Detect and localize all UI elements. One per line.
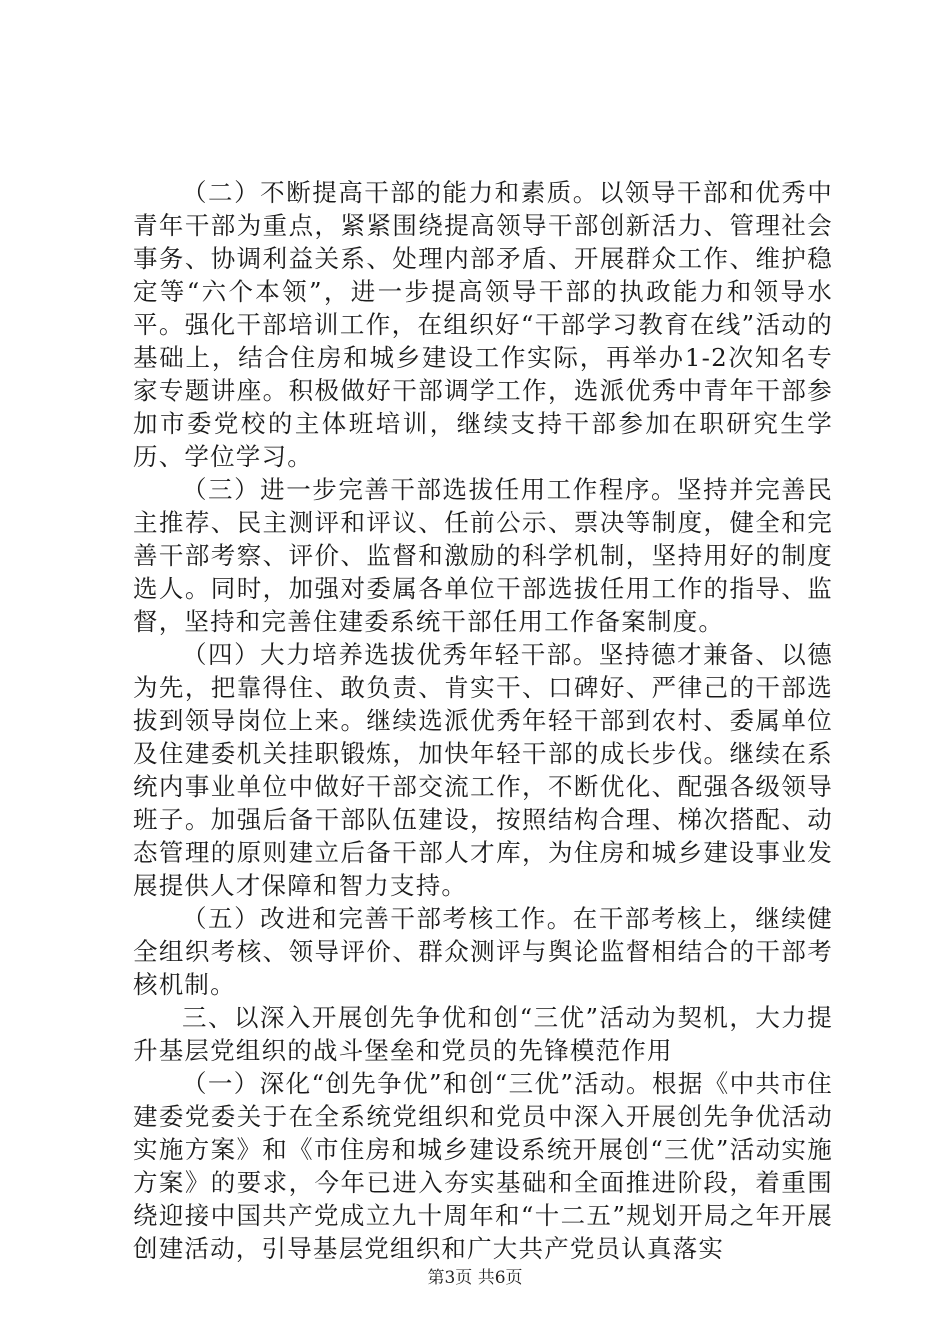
paragraph-cadre-selection: （三）进一步完善干部选拔任用工作程序。坚持并完善民主推荐、民主测评和评议、任前公示、票决等制度，健全和完善干部考察、评价、监督和激励的科学机制，坚持用好的制度选人。同时，加强对委属各单位干部选拔任用工作的指导、监督，坚持和完善住建委系统干部任用工作备案制度。 — [133, 475, 833, 636]
page-footer: 第3页 共6页 — [427, 1268, 523, 1288]
paragraph-cadre-ability: （二）不断提高干部的能力和素质。以领导干部和优秀中青年干部为重点，紧紧围绕提高领导干部创新活力、管理社会事务、协调利益关系、处理内部矛盾、开展群众工作、维护稳定等“六个本领”，进一步提高领导干部的执政能力和领导水平。强化干部培训工作，在组织好“干部学习教育在线”活动的基础上，结合住房和城乡建设工作实际，再举办1-2次知名专家专题讲座。积极做好干部调学工作，选派优秀中青年干部参加市委党校的主体班培训，继续支持干部参加在职研究生学历、学位学习。 — [133, 178, 833, 471]
paragraph-cadre-assessment: （五）改进和完善干部考核工作。在干部考核上，继续健全组织考核、领导评价、群众测评与舆论监督相结合的干部考核机制。 — [133, 904, 833, 999]
document-body — [133, 176, 833, 1265]
section-heading-three: 三、以深入开展创先争优和创“三优”活动为契机，大力提升基层党组织的战斗堡垒和党员的先锋模范作用 — [133, 1003, 833, 1065]
paragraph-three-excellent: （一）深化“创先争优”和创“三优”活动。根据《中共市住建委党委关于在全系统党组织和党员中深入开展创先争优活动实施方案》和《市住房和城乡建设系统开展创“三优”活动实施方案》的要求，今年已进入夯实基础和全面推进阶段，着重围绕迎接中国共产党成立九十周年和“十二五”规划开局之年开展创建活动，引导基层党组织和广大共产党员认真落实 — [133, 1069, 833, 1263]
paragraph-young-cadres: （四）大力培养选拔优秀年轻干部。坚持德才兼备、以德为先，把靠得住、敢负责、肯实干、口碑好、严律己的干部选拔到领导岗位上来。继续选派优秀年轻干部到农村、委属单位及住建委机关挂职锻炼，加快年轻干部的成长步伐。继续在系统内事业单位中做好干部交流工作，不断优化、配强各级领导班子。加强后备干部队伍建设，按照结构合理、梯次搭配、动态管理的原则建立后备干部人才库，为住房和城乡建设事业发展提供人才保障和智力支持。 — [133, 640, 833, 900]
